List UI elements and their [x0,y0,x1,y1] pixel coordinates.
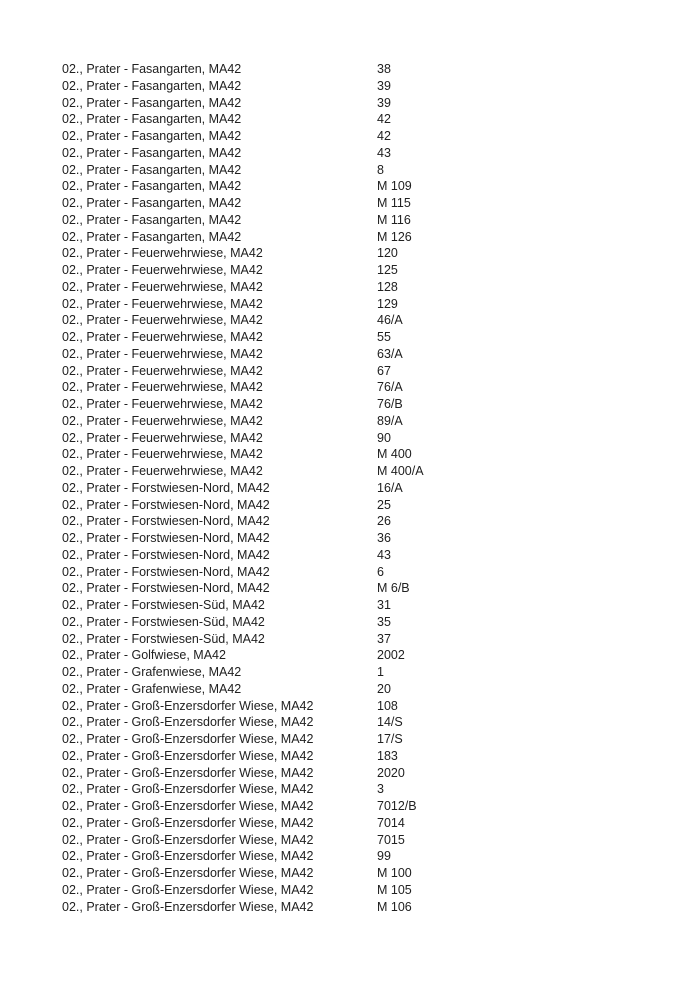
location-cell: 02., Prater - Forstwiesen-Nord, MA42 [62,564,270,579]
location-cell: 02., Prater - Fasangarten, MA42 [62,129,242,143]
table-row [62,178,680,195]
table-row [62,564,680,581]
value-cell: 36 [377,531,391,545]
location-cell: 02., Prater - Forstwiesen-Süd, MA42 [62,614,265,629]
table-row [62,815,680,832]
table-row [62,212,680,229]
location-cell: 02., Prater - Grafenwiese, MA42 [62,665,242,679]
location-cell: 02., Prater - Forstwiesen-Nord, MA42 [62,581,270,596]
value-cell: 63/A [377,346,403,361]
location-cell: 02., Prater - Golfwiese, MA42 [62,648,226,663]
location-cell: 02., Prater - Feuerwehrwiese, MA42 [62,279,263,294]
value-cell: 7015 [377,832,405,847]
table-row [62,848,680,865]
location-cell: 02., Prater - Groß-Enzersdorfer Wiese, MA42 [62,799,314,813]
value-cell: 6 [377,564,384,579]
location-cell: 02., Prater - Feuerwehrwiese, MA42 [62,363,263,378]
value-cell: 46/A [377,313,403,328]
table-row [62,95,680,112]
value-cell: 37 [377,631,391,646]
value-cell: 26 [377,514,391,529]
location-cell: 02., Prater - Feuerwehrwiese, MA42 [62,397,263,411]
value-cell: 99 [377,849,391,864]
location-cell: 02., Prater - Groß-Enzersdorfer Wiese, MA42 [62,815,314,830]
table-row [62,229,680,246]
table-row [62,346,680,363]
table-row [62,363,680,380]
table-row [62,480,680,497]
value-cell: 8 [377,162,384,177]
location-cell: 02., Prater - Forstwiesen-Nord, MA42 [62,497,270,512]
table-row [62,329,680,346]
table-row [62,145,680,162]
table-row [62,547,680,564]
location-cell: 02., Prater - Feuerwehrwiese, MA42 [62,313,263,328]
value-cell: 39 [377,78,391,93]
location-cell: 02., Prater - Forstwiesen-Nord, MA42 [62,480,270,495]
value-cell: M 115 [377,196,411,210]
value-cell: 2020 [377,765,405,780]
value-cell: M 116 [377,212,411,227]
location-cell: 02., Prater - Fasangarten, MA42 [62,62,242,76]
table-row [62,128,680,145]
table-row [62,530,680,547]
value-cell: 7012/B [377,799,417,813]
value-cell: 55 [377,330,391,344]
location-cell: 02., Prater - Forstwiesen-Nord, MA42 [62,547,270,562]
table-row [62,296,680,313]
table-row [62,446,680,463]
value-cell: 128 [377,279,398,294]
table-row [62,798,680,815]
table-row [62,748,680,765]
value-cell: 43 [377,547,391,562]
table-row [62,714,680,731]
location-cell: 02., Prater - Groß-Enzersdorfer Wiese, MA42 [62,832,314,847]
value-cell: 120 [377,246,398,261]
location-cell: 02., Prater - Forstwiesen-Süd, MA42 [62,598,265,612]
location-cell: 02., Prater - Feuerwehrwiese, MA42 [62,413,263,428]
location-cell: 02., Prater - Fasangarten, MA42 [62,212,242,227]
value-cell: M 105 [377,882,412,897]
value-cell: 16/A [377,480,403,495]
location-cell: 02., Prater - Fasangarten, MA42 [62,145,242,160]
location-cell: 02., Prater - Feuerwehrwiese, MA42 [62,430,263,445]
table-row [62,195,680,212]
location-cell: 02., Prater - Groß-Enzersdorfer Wiese, MA42 [62,765,314,780]
table-row [62,245,680,262]
value-cell: M 100 [377,866,412,880]
value-cell: M 109 [377,179,412,194]
location-cell: 02., Prater - Feuerwehrwiese, MA42 [62,263,263,277]
value-cell: 42 [377,112,391,127]
table-row [62,765,680,782]
value-cell: 67 [377,363,391,378]
table-row [62,832,680,849]
table-row [62,664,680,681]
value-cell: 31 [377,598,391,612]
location-cell: 02., Prater - Feuerwehrwiese, MA42 [62,447,263,462]
table-row [62,279,680,296]
table-row [62,865,680,882]
location-cell: 02., Prater - Groß-Enzersdorfer Wiese, MA42 [62,732,314,746]
value-cell: 108 [377,698,398,713]
location-cell: 02., Prater - Fasangarten, MA42 [62,196,242,210]
value-cell: 183 [377,748,398,763]
location-cell: 02., Prater - Feuerwehrwiese, MA42 [62,296,263,311]
value-cell: 1 [377,665,384,679]
location-cell: 02., Prater - Feuerwehrwiese, MA42 [62,346,263,361]
location-cell: 02., Prater - Feuerwehrwiese, MA42 [62,246,263,261]
location-cell: 02., Prater - Forstwiesen-Nord, MA42 [62,531,270,545]
value-cell: 2002 [377,648,405,663]
value-cell: 17/S [377,732,403,746]
location-cell: 02., Prater - Groß-Enzersdorfer Wiese, MA42 [62,899,314,914]
table-row [62,111,680,128]
value-cell: M 400/A [377,464,424,478]
value-cell: 129 [377,296,398,311]
table-row [62,513,680,530]
table-row [62,731,680,748]
value-cell: 43 [377,145,391,160]
table-row [62,781,680,798]
table-row [62,262,680,279]
table-row [62,899,680,916]
location-cell: 02., Prater - Forstwiesen-Nord, MA42 [62,514,270,529]
value-cell: 89/A [377,413,403,428]
value-cell: 90 [377,430,391,445]
location-cell: 02., Prater - Fasangarten, MA42 [62,78,242,93]
table-row [62,614,680,631]
table-row [62,463,680,480]
location-cell: 02., Prater - Groß-Enzersdorfer Wiese, MA42 [62,698,314,713]
location-cell: 02., Prater - Feuerwehrwiese, MA42 [62,380,263,395]
table-row [62,631,680,648]
value-cell: 14/S [377,715,403,730]
value-cell: M 126 [377,229,412,244]
table-row [62,597,680,614]
location-cell: 02., Prater - Fasangarten, MA42 [62,179,242,194]
value-cell: 76/B [377,397,403,411]
location-cell: 02., Prater - Groß-Enzersdorfer Wiese, MA42 [62,849,314,864]
location-cell: 02., Prater - Forstwiesen-Süd, MA42 [62,631,265,646]
location-cell: 02., Prater - Groß-Enzersdorfer Wiese, MA42 [62,882,314,897]
location-cell: 02., Prater - Fasangarten, MA42 [62,112,242,127]
value-cell: M 400 [377,447,412,462]
table-row [62,580,680,597]
table-row [62,396,680,413]
table-row [62,430,680,447]
location-cell: 02., Prater - Fasangarten, MA42 [62,229,242,244]
value-cell: 39 [377,95,391,110]
table-row [62,882,680,899]
value-cell: M 106 [377,899,412,914]
value-cell: 76/A [377,380,403,395]
location-cell: 02., Prater - Groß-Enzersdorfer Wiese, MA42 [62,748,314,763]
value-cell: M 6/B [377,581,410,596]
table-row [62,379,680,396]
location-cell: 02., Prater - Groß-Enzersdorfer Wiese, MA42 [62,782,314,797]
value-cell: 25 [377,497,391,512]
location-cell: 02., Prater - Feuerwehrwiese, MA42 [62,330,263,344]
location-cell: 02., Prater - Groß-Enzersdorfer Wiese, MA42 [62,866,314,880]
table-row [62,312,680,329]
location-list [62,61,680,915]
table-row [62,78,680,95]
location-cell: 02., Prater - Groß-Enzersdorfer Wiese, MA42 [62,715,314,730]
table-row [62,647,680,664]
location-cell: 02., Prater - Fasangarten, MA42 [62,95,242,110]
value-cell: 38 [377,62,391,76]
table-row [62,497,680,514]
value-cell: 20 [377,681,391,696]
value-cell: 7014 [377,815,405,830]
value-cell: 35 [377,614,391,629]
location-cell: 02., Prater - Feuerwehrwiese, MA42 [62,464,263,478]
value-cell: 3 [377,782,384,797]
location-cell: 02., Prater - Fasangarten, MA42 [62,162,242,177]
table-row [62,162,680,179]
table-row [62,61,680,78]
table-row [62,698,680,715]
table-row [62,413,680,430]
location-cell: 02., Prater - Grafenwiese, MA42 [62,681,242,696]
table-row [62,681,680,698]
value-cell: 125 [377,263,398,277]
value-cell: 42 [377,129,391,143]
